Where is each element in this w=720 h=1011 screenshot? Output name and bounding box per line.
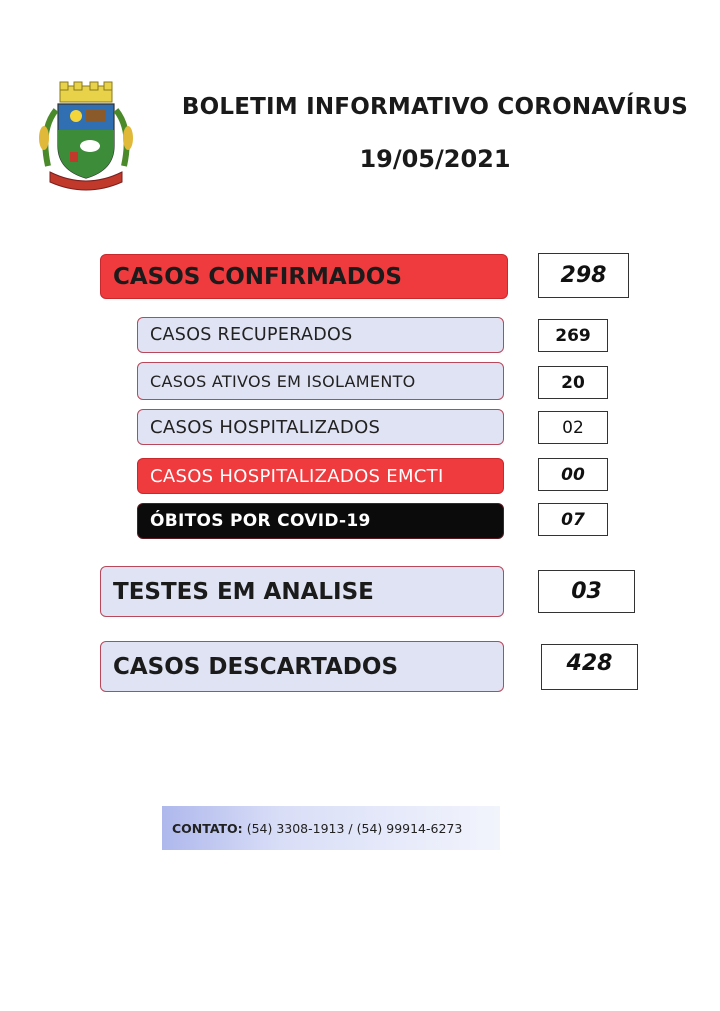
pending-tests-label: TESTES EM ANALISE [113,578,374,605]
recovered-cases-label: CASOS RECUPERADOS [150,325,353,345]
hospitalized-cases-label-box [137,409,504,445]
deaths-label: ÓBITOS POR COVID-19 [150,511,371,531]
contact-phones[interactable]: (54) 3308-1913 / (54) 99914-6273 [246,820,463,836]
discarded-cases-value: 428 [541,644,638,690]
municipal-coat-of-arms-icon [30,80,142,192]
hospitalized-cases-value: 02 [538,411,608,444]
confirmed-cases-value: 298 [538,253,629,298]
discarded-cases-label-box [100,641,504,692]
report-date: 19/05/2021 [359,145,511,173]
recovered-cases-label-box [137,317,504,353]
recovered-cases-value: 269 [538,319,608,352]
pending-tests-value: 03 [538,570,635,613]
deaths-label-box [137,503,504,539]
deaths-value: 07 [538,503,608,536]
contact-label: CONTATO: [172,820,243,836]
icu-cases-value: 00 [538,458,608,491]
active-cases-label: CASOS ATIVOS EM ISOLAMENTO [150,371,416,391]
active-cases-label-box [137,362,504,400]
confirmed-cases-label-box [100,254,508,299]
active-cases-value: 20 [538,366,608,399]
icu-cases-label-box [137,458,504,494]
page-title: BOLETIM INFORMATIVO CORONAVÍRUS [181,94,689,120]
icu-cases-label: CASOS HOSPITALIZADOS EMCTI [150,465,444,487]
contact-bar [162,806,500,850]
pending-tests-label-box [100,566,504,617]
discarded-cases-label: CASOS DESCARTADOS [113,653,399,680]
hospitalized-cases-label: CASOS HOSPITALIZADOS [150,416,381,438]
confirmed-cases-label: CASOS CONFIRMADOS [113,263,402,290]
